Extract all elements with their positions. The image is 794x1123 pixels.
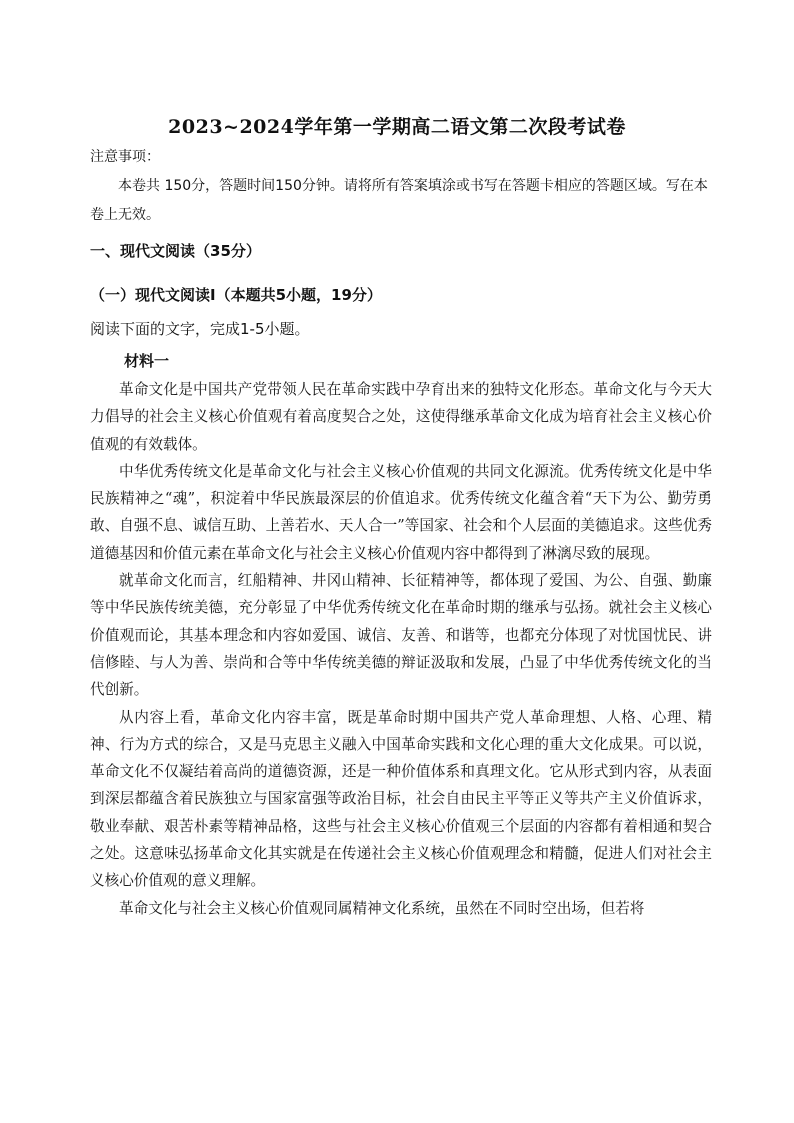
- material-text: [90, 376, 712, 922]
- material-label: 材料一: [124, 352, 170, 370]
- reading-instruction: 阅读下面的文字，完成1-5小题。: [90, 320, 310, 338]
- subsection-heading-reading-1: （一）现代文阅读Ⅰ（本题共5小题，19分）: [90, 286, 382, 304]
- section-heading-modern-reading: 一、现代文阅读（35分）: [90, 242, 261, 260]
- paragraph: 从内容上看，革命文化内容丰富，既是革命时期中国共产党人革命理想、人格、心理、精神、行为方式的综合，又是马克思主义融入中国革命实践和文化心理的重大文化成果。可以说，革命文化不仅凝结着高尚的道德资源，还是一种价值体系和真理文化。它从形式到内容，从表面到深层都蕴含着民族独立与国家富强等政治目标，社会自由民主平等正义等共产主义价值诉求，敬业奉献、艰苦朴素等精神品格，这些与社会主义核心价值观三个层面的内容都有着相通和契合之处。这意味弘扬革命文化其实就是在传递社会主义核心价值观理念和精髓，促进人们对社会主义核心价值观的意义理解。: [90, 708, 712, 890]
- notice-text: 本卷共 150分，答题时间150分钟。请将所有答案填涂或书写在答题卡相应的答题区域。写在本卷上无效。: [90, 178, 708, 223]
- notice-label: 注意事项：: [90, 149, 160, 165]
- paragraph: 中华优秀传统文化是革命文化与社会主义核心价值观的共同文化源流。优秀传统文化是中华民族精神之“魂”，积淀着中华民族最深层的价值追求。优秀传统文化蕴含着“天下为公、勤劳勇敢、自强不息、诚信互助、上善若水、天人合一”等国家、社会和个人层面的美德追求。这些优秀道德基因和价值元素在革命文化与社会主义核心价值观内容中都得到了淋漓尽致的展现。: [90, 462, 712, 562]
- exam-title: 2023~2024学年第一学期高二语文第二次段考试卷: [168, 116, 626, 138]
- paragraph: 革命文化与社会主义核心价值观同属精神文化系统，虽然在不同时空出场，但若将: [119, 899, 645, 917]
- paragraph: 就革命文化而言，红船精神、井冈山精神、长征精神等，都体现了爱国、为公、自强、勤廉等中华民族传统美德，充分彰显了中华优秀传统文化在革命时期的继承与弘扬。就社会主义核心价值观而论，其基本理念和内容如爱国、诚信、友善、和谐等，也都充分体现了对忧国忧民、讲信修睦、与人为善、崇尚和合等中华传统美德的辩证汲取和发展，凸显了中华优秀传统文化的当代创新。: [90, 572, 712, 699]
- paragraph: 革命文化是中国共产党带领人民在革命实践中孕育出来的独特文化形态。革命文化与今天大力倡导的社会主义核心价值观有着高度契合之处，这使得继承革命文化成为培育社会主义核心价值观的有效载体。: [90, 381, 712, 453]
